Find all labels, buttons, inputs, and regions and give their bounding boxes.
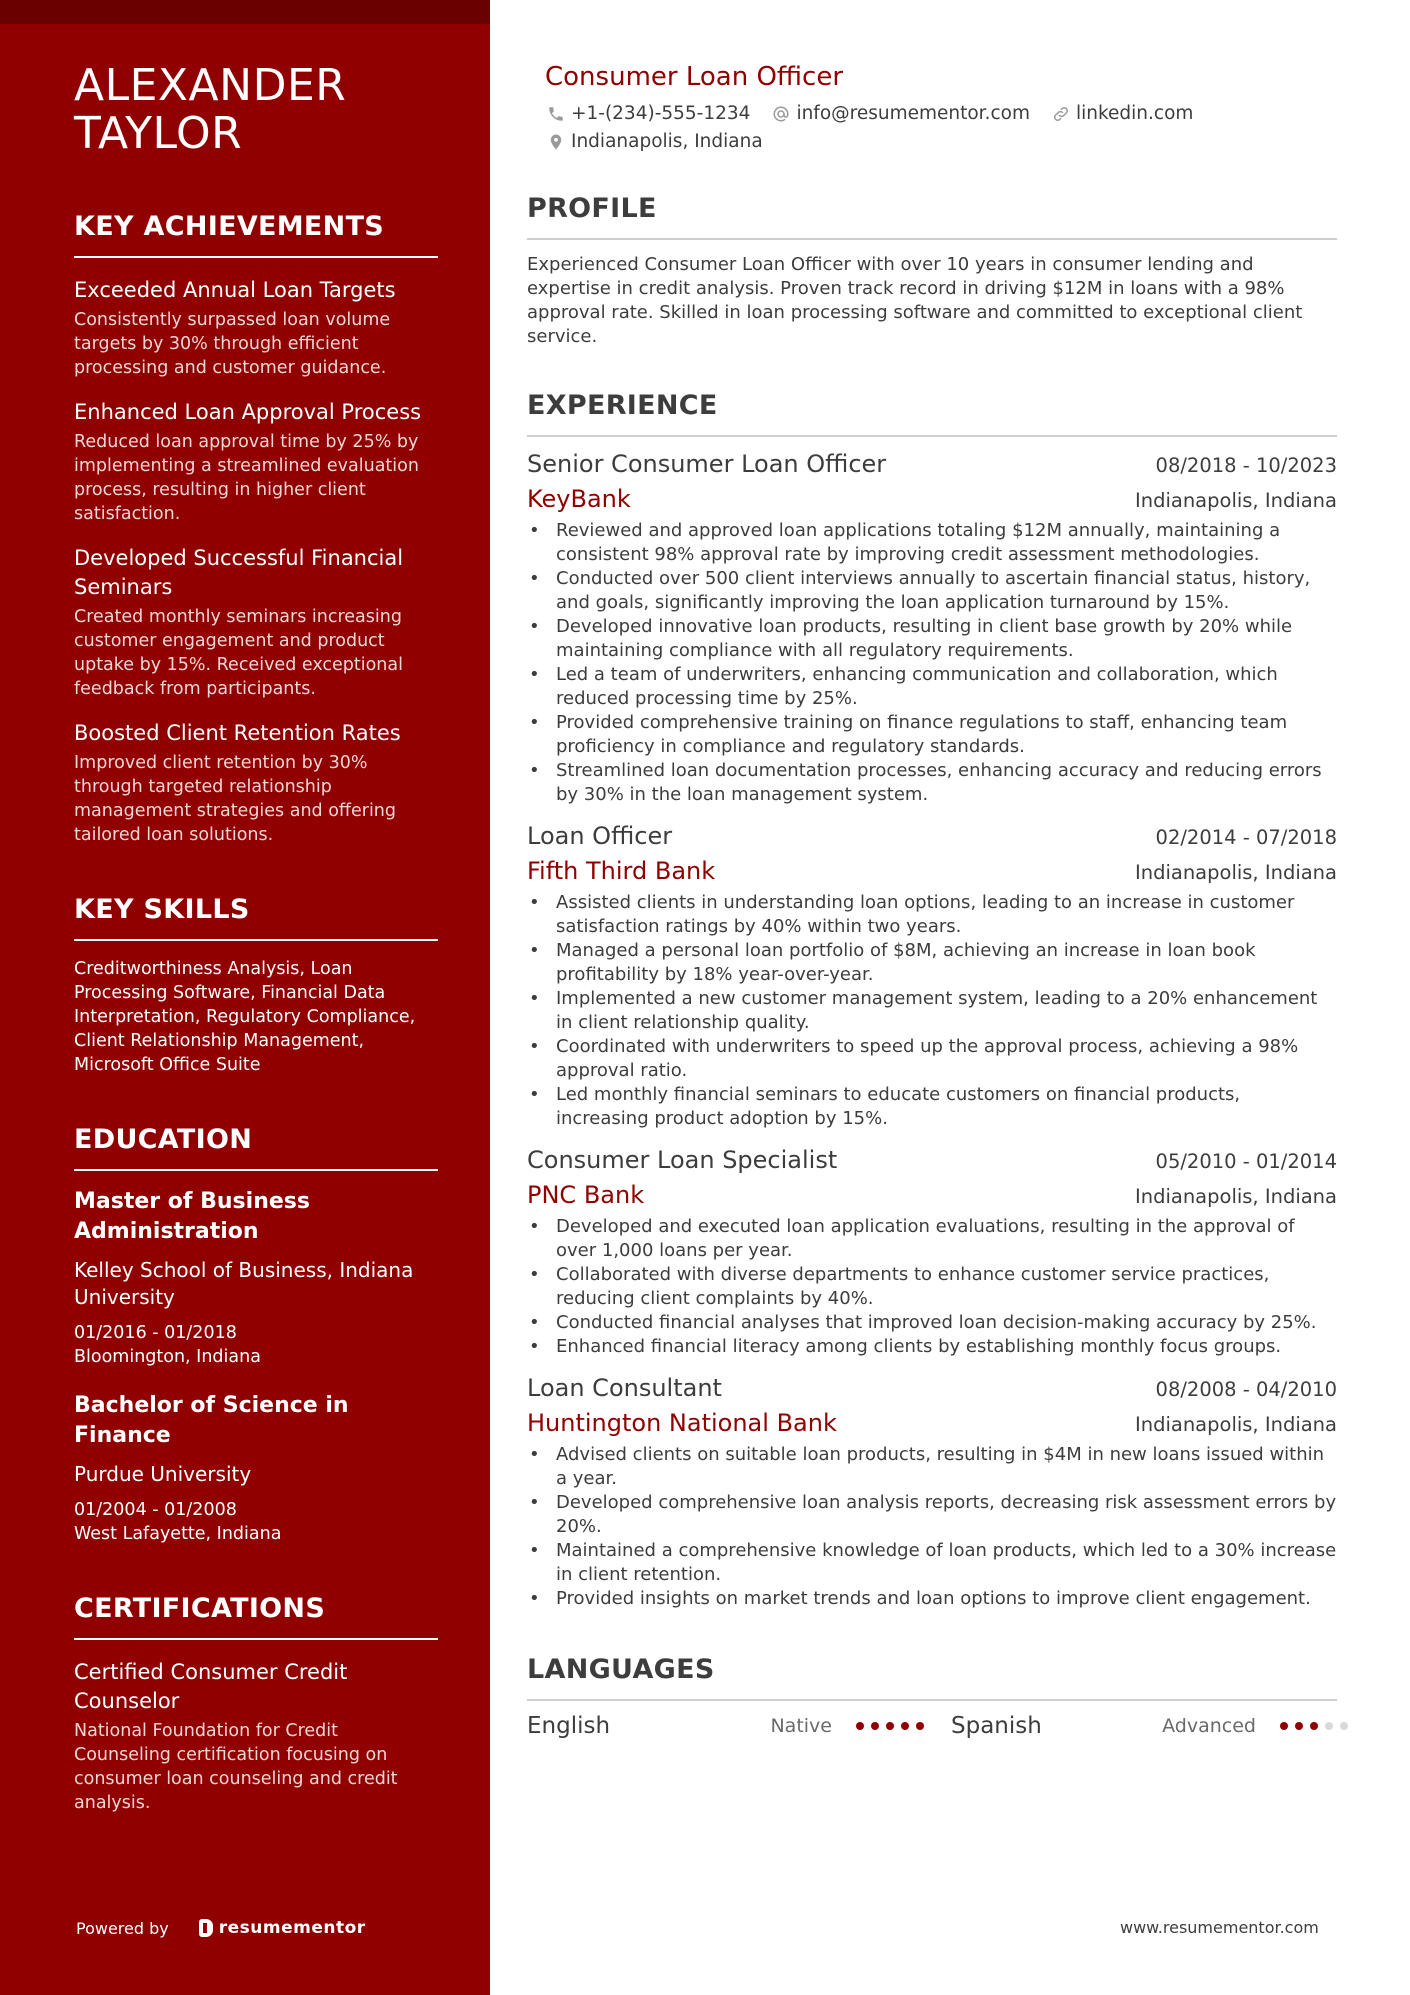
experience-item: [527, 1371, 1337, 1611]
experience-company: Fifth Third Bank: [527, 857, 716, 885]
footer-url[interactable]: www.resumementor.com: [1120, 1918, 1319, 1937]
education-degree: Bachelor of Science in Finance: [74, 1393, 349, 1448]
contact-linkedin[interactable]: [1052, 100, 1193, 128]
achievement-title: Enhanced Loan Approval Process: [74, 400, 422, 424]
experience-location: Indianapolis, Indiana: [1134, 1413, 1337, 1436]
certifications-section: [74, 1592, 438, 1815]
experience-company: Huntington National Bank: [527, 1409, 837, 1437]
experience-bullet: • Collaborated with diverse departments to enhance customer service practices, reducing client complaints by 40%.: [527, 1263, 1337, 1311]
rating-dot-filled: [1295, 1722, 1303, 1730]
experience-section: [527, 389, 1337, 1611]
achievement-title: Exceeded Annual Loan Targets: [74, 278, 396, 302]
experience-item: [527, 1143, 1337, 1359]
achievements-heading: KEY ACHIEVEMENTS: [74, 210, 438, 258]
experience-bullet: • Maintained a comprehensive knowledge of loan products, which led to a 30% increase in client retention.: [527, 1539, 1337, 1587]
achievement-title: Developed Successful Financial Seminars: [74, 546, 404, 599]
experience-role: Consumer Loan Specialist: [527, 1146, 838, 1174]
experience-location: Indianapolis, Indiana: [1134, 1185, 1337, 1208]
certification-title: Certified Consumer Credit Counselor: [74, 1660, 348, 1713]
experience-header: [527, 1371, 1337, 1407]
achievement-text: Created monthly seminars increasing customer engagement and product uptake by 15%. Received exceptional feedback from participants.: [74, 607, 403, 699]
profile-heading: PROFILE: [527, 192, 1337, 240]
rating-dot-empty: [1340, 1722, 1348, 1730]
experience-header: [527, 447, 1337, 483]
achievement-item: [74, 719, 438, 847]
experience-location: Indianapolis, Indiana: [1134, 489, 1337, 512]
name-line-last: TAYLOR: [74, 108, 243, 159]
link-icon: [1052, 105, 1070, 123]
certifications-heading: CERTIFICATIONS: [74, 1592, 438, 1640]
logo-text: resumementor: [218, 1918, 366, 1938]
rating-dot-filled: [886, 1722, 894, 1730]
experience-bullet: • Led monthly financial seminars to educate customers on financial products, increasing product adoption by 15%.: [527, 1083, 1337, 1131]
language-level: Advanced: [1162, 1715, 1256, 1737]
powered-by: [76, 1918, 366, 1938]
rating-dot-filled: [1310, 1722, 1318, 1730]
contact-phone[interactable]: [547, 100, 750, 128]
experience-role: Loan Consultant: [527, 1374, 722, 1402]
experience-subheader: [527, 1179, 1337, 1213]
phone-text: +1-(234)-555-1234: [571, 103, 751, 124]
experience-bullet: • Enhanced financial literacy among clients by establishing monthly focus groups.: [527, 1335, 1337, 1359]
sidebar: [0, 0, 490, 1995]
experience-subheader: [527, 855, 1337, 889]
powered-by-label: Powered by: [76, 1918, 169, 1938]
achievement-text: Consistently surpassed loan volume targets by 30% through efficient processing and customer guidance.: [74, 310, 391, 378]
job-title: Consumer Loan Officer: [545, 62, 844, 92]
rating-dot-filled: [856, 1722, 864, 1730]
location-text: Indianapolis, Indiana: [571, 131, 763, 152]
languages-section: [527, 1653, 1337, 1741]
phone-icon: [547, 105, 565, 123]
achievement-item: [74, 276, 438, 380]
skills-text: Creditworthiness Analysis, Loan Processing Software, Financial Data Interpretation, Regulatory Compliance, Client Relationship Management, Microsoft Office Suite: [74, 959, 416, 1075]
experience-header: [527, 819, 1337, 855]
experience-bullet: • Developed comprehensive loan analysis reports, decreasing risk assessment errors by 20%.: [527, 1491, 1337, 1539]
name-line-first: ALEXANDER: [74, 60, 347, 111]
education-school: Kelley School of Business, Indiana University: [74, 1258, 414, 1309]
achievement-title: Boosted Client Retention Rates: [74, 721, 401, 745]
language-item: [527, 1711, 931, 1741]
rating-dot-filled: [871, 1722, 879, 1730]
location-pin-icon: [547, 133, 565, 151]
experience-bullet: • Led a team of underwriters, enhancing communication and collaboration, which reduced processing time by 25%.: [527, 663, 1337, 711]
experience-bullet: • Conducted over 500 client interviews annually to ascertain financial status, history, and goals, significantly improving the loan application turnaround by 15%.: [527, 567, 1337, 615]
achievements-section: [74, 210, 438, 847]
education-item: [74, 1391, 438, 1546]
education-location: Bloomington, Indiana: [74, 1347, 261, 1367]
experience-bullet: • Provided comprehensive training on finance regulations to staff, enhancing team proficiency in compliance and regulatory standards.: [527, 711, 1337, 759]
experience-item: [527, 819, 1337, 1131]
main-content: [527, 60, 1337, 1741]
education-dates: 01/2016 - 01/2018: [74, 1323, 237, 1343]
language-rating: [1280, 1722, 1355, 1730]
experience-item: [527, 447, 1337, 807]
education-item: [74, 1187, 438, 1369]
education-degree: Master of Business Administration: [74, 1189, 310, 1244]
experience-header: [527, 1143, 1337, 1179]
email-text: info@resumementor.com: [796, 103, 1030, 124]
experience-bullets: [527, 1215, 1337, 1359]
contact-email[interactable]: [772, 100, 1030, 128]
achievement-text: Improved client retention by 30% through targeted relationship management strategies and offering tailored loan solutions.: [74, 753, 397, 845]
language-name: English: [527, 1713, 611, 1739]
experience-dates: 05/2010 - 01/2014: [1155, 1150, 1337, 1173]
experience-dates: 08/2008 - 04/2010: [1155, 1378, 1337, 1401]
experience-bullets: [527, 1443, 1337, 1611]
experience-bullet: • Implemented a new customer management system, leading to a 20% enhancement in client relationship quality.: [527, 987, 1337, 1035]
experience-bullets: [527, 891, 1337, 1131]
skills-heading: KEY SKILLS: [74, 893, 438, 941]
language-item: [951, 1711, 1355, 1741]
achievement-text: Reduced loan approval time by 25% by implementing a streamlined evaluation process, resulting in higher client satisfaction.: [74, 432, 419, 524]
experience-dates: 02/2014 - 07/2018: [1155, 826, 1337, 849]
contact-location: [547, 128, 763, 156]
at-icon: [772, 105, 790, 123]
resumementor-logo[interactable]: [199, 1918, 366, 1938]
experience-company: PNC Bank: [527, 1181, 645, 1209]
experience-bullet: • Provided insights on market trends and loan options to improve client engagement.: [527, 1587, 1337, 1611]
education-school: Purdue University: [74, 1462, 252, 1486]
experience-bullet: • Managed a personal loan portfolio of $8M, achieving an increase in loan book profitability by 18% year-over-year.: [527, 939, 1337, 987]
skills-section: [74, 893, 438, 1077]
education-heading: EDUCATION: [74, 1123, 438, 1171]
experience-bullet: • Reviewed and approved loan applications totaling $12M annually, maintaining a consistent 98% approval rate by improving credit assessment methodologies.: [527, 519, 1337, 567]
experience-heading: EXPERIENCE: [527, 389, 1337, 437]
experience-dates: 08/2018 - 10/2023: [1155, 454, 1337, 477]
experience-subheader: [527, 483, 1337, 517]
rating-dot-filled: [901, 1722, 909, 1730]
experience-bullet: • Coordinated with underwriters to speed up the approval process, achieving a 98% approval ratio.: [527, 1035, 1337, 1083]
rating-dot-filled: [916, 1722, 924, 1730]
certification-text: National Foundation for Credit Counseling certification focusing on consumer loan counseling and credit analysis.: [74, 1721, 398, 1813]
languages-heading: LANGUAGES: [527, 1653, 1337, 1701]
experience-bullets: [527, 519, 1337, 807]
experience-company: KeyBank: [527, 485, 631, 513]
experience-subheader: [527, 1407, 1337, 1441]
resumementor-logo-icon: [199, 1919, 213, 1937]
language-name: Spanish: [951, 1713, 1042, 1739]
experience-role: Loan Officer: [527, 822, 673, 850]
experience-bullet: • Developed innovative loan products, resulting in client base growth by 20% while maintaining compliance with all regulatory requirements.: [527, 615, 1337, 663]
achievement-item: [74, 544, 438, 701]
profile-text: Experienced Consumer Loan Officer with over 10 years in consumer lending and expertise in credit analysis. Proven track record in driving $12M in loans with a 98% approval rate. Skilled in loan processing software and committed to exceptional client service.: [527, 254, 1303, 347]
contact-info: [547, 100, 1337, 156]
experience-location: Indianapolis, Indiana: [1134, 861, 1337, 884]
language-rating: [856, 1722, 931, 1730]
profile-section: [527, 192, 1337, 349]
experience-bullet: • Conducted financial analyses that improved loan decision-making accuracy by 25%.: [527, 1311, 1337, 1335]
candidate-name: [74, 62, 438, 158]
experience-bullet: • Assisted clients in understanding loan options, leading to an increase in customer satisfaction ratings by 40% within two years.: [527, 891, 1337, 939]
achievement-item: [74, 398, 438, 526]
rating-dot-empty: [1325, 1722, 1333, 1730]
education-location: West Lafayette, Indiana: [74, 1524, 282, 1544]
experience-bullet: • Advised clients on suitable loan products, resulting in $4M in new loans issued within a year.: [527, 1443, 1337, 1491]
language-level: Native: [770, 1715, 832, 1737]
linkedin-text: linkedin.com: [1075, 103, 1194, 124]
experience-bullet: • Developed and executed loan application evaluations, resulting in the approval of over 1,000 loans per year.: [527, 1215, 1337, 1263]
certification-item: [74, 1658, 438, 1815]
education-dates: 01/2004 - 01/2008: [74, 1500, 237, 1520]
rating-dot-filled: [1280, 1722, 1288, 1730]
education-section: [74, 1123, 438, 1546]
experience-bullet: • Streamlined loan documentation processes, enhancing accuracy and reducing errors by 30% in the loan management system.: [527, 759, 1337, 807]
sidebar-top-band: [0, 0, 490, 24]
experience-role: Senior Consumer Loan Officer: [527, 450, 887, 478]
